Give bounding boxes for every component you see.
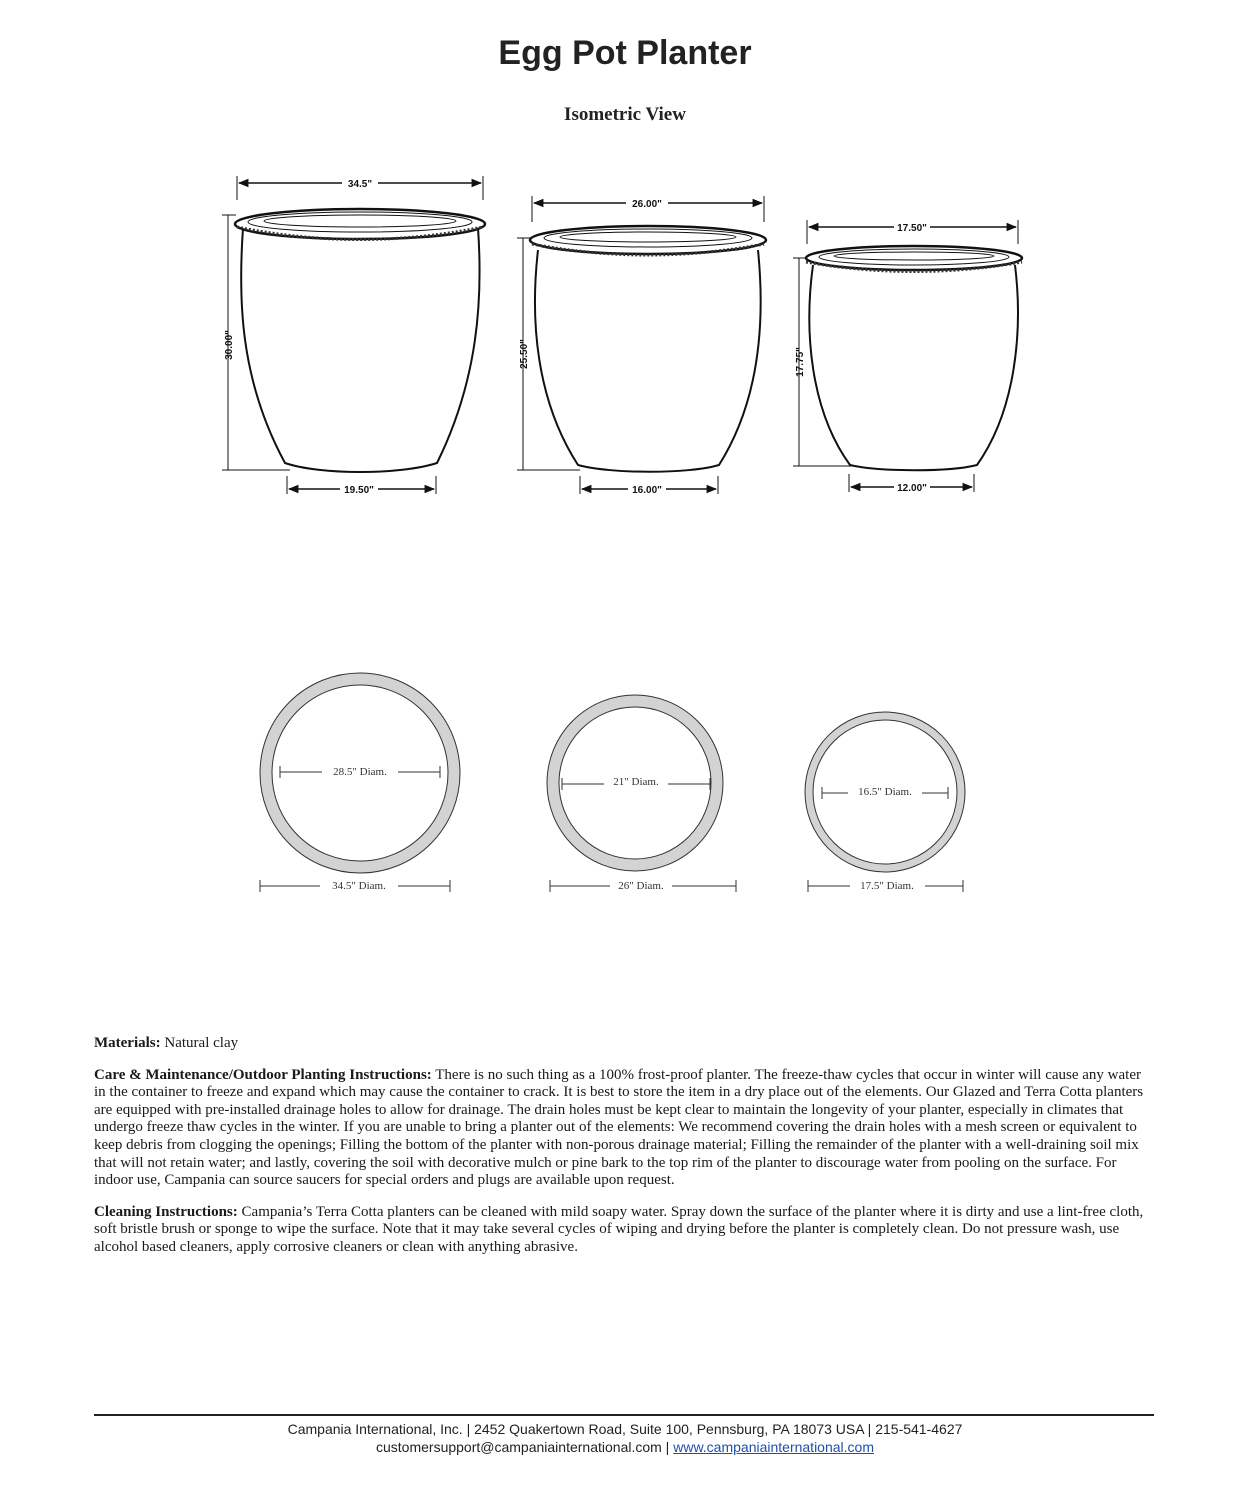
plan-large xyxy=(260,673,460,892)
plan-small-outer-label: 17.5" Diam. xyxy=(860,880,914,892)
planter-medium-elevation xyxy=(517,196,766,496)
view-subtitle: Isometric View xyxy=(564,104,686,125)
plan-large-inner-label: 28.5" Diam. xyxy=(333,766,387,778)
page-title: Egg Pot Planter xyxy=(498,34,752,72)
plan-medium xyxy=(547,695,736,892)
plan-large-outer-label: 34.5" Diam. xyxy=(332,880,386,892)
materials-label: Materials: xyxy=(94,1035,161,1051)
medium-height-dim: 25.50" xyxy=(519,339,530,369)
cleaning-text: Campania’s Terra Cotta planters can be cleaned with mild soapy water. Spray down the surface of the planter where it is dirty and use a lint-free cloth, soft bristle brush or sponge to wipe the surface. Note that it may take several cycles of wiping and drying before the planter is completely clean. Do not pressure wash, use alcohol based cleaners, apply corrosive cleaners or clean with anything abrasive. xyxy=(94,1203,1144,1255)
small-top-dim: 17.50" xyxy=(897,223,927,234)
product-info xyxy=(94,1035,1156,1271)
large-height-dim: 30.00" xyxy=(224,330,235,360)
small-height-dim: 17.75" xyxy=(795,347,806,377)
footer-email: customersupport@campaniainternational.com xyxy=(376,1439,662,1455)
plan-medium-outer-label: 26" Diam. xyxy=(618,880,664,892)
footer-divider xyxy=(94,1414,1154,1416)
footer-separator: | xyxy=(661,1439,674,1455)
planter-large-elevation xyxy=(222,176,485,496)
website-link[interactable]: www.campaniainternational.com xyxy=(673,1439,874,1455)
footer-address: Campania International, Inc. | 2452 Quakertown Road, Suite 100, Pennsburg, PA 18073 USA | 215-541-4627 xyxy=(287,1421,963,1437)
cleaning-label: Cleaning Instructions: xyxy=(94,1203,238,1220)
planter-small-elevation xyxy=(793,220,1022,494)
cleaning-paragraph xyxy=(94,1204,1156,1257)
materials-paragraph xyxy=(94,1035,1156,1053)
materials-text: Natural clay xyxy=(164,1035,239,1051)
care-paragraph xyxy=(94,1067,1156,1190)
medium-bottom-dim: 16.00" xyxy=(632,485,662,496)
small-bottom-dim: 12.00" xyxy=(897,483,927,494)
large-bottom-dim: 19.50" xyxy=(344,485,374,496)
care-label: Care & Maintenance/Outdoor Planting Instructions: xyxy=(94,1066,432,1083)
plan-small xyxy=(805,712,965,892)
large-top-dim: 34.5" xyxy=(347,179,373,190)
plan-small-inner-label: 16.5" Diam. xyxy=(858,786,912,798)
footer-contact xyxy=(0,1438,1250,1456)
plan-medium-inner-label: 21" Diam. xyxy=(613,776,659,788)
footer xyxy=(0,1420,1250,1456)
care-text: There is no such thing as a 100% frost-proof planter. The freeze-thaw cycles that occur in winter will cause any water in the container to freeze and expand which may cause the container to crack. It is best to store the item in a dry place out of the elements. Our Glazed and Terra Cotta planters are equipped with pre-installed drainage holes to allow for drainage. The drain holes must be kept clear to maintain the longevity of your planter, especially in climates that undergo freeze thaw cycles in the winter. If you are unable to bring a planter out of the elements: We recommend covering the drain holes with a mesh screen or equivalent to keep debris from clogging the openings; Filling the bottom of the planter with non-porous drainage material; Filling the remainder of the planter with a well-draining soil mix that will not retain water; and lastly, covering the soil with decorative mulch or pine bark to the top rim of the planter to discourage water from pooling on the surface. For indoor use, Campania can source saucers for special orders and plugs are available upon request. xyxy=(94,1066,1144,1189)
medium-top-dim: 26.00" xyxy=(632,199,662,210)
